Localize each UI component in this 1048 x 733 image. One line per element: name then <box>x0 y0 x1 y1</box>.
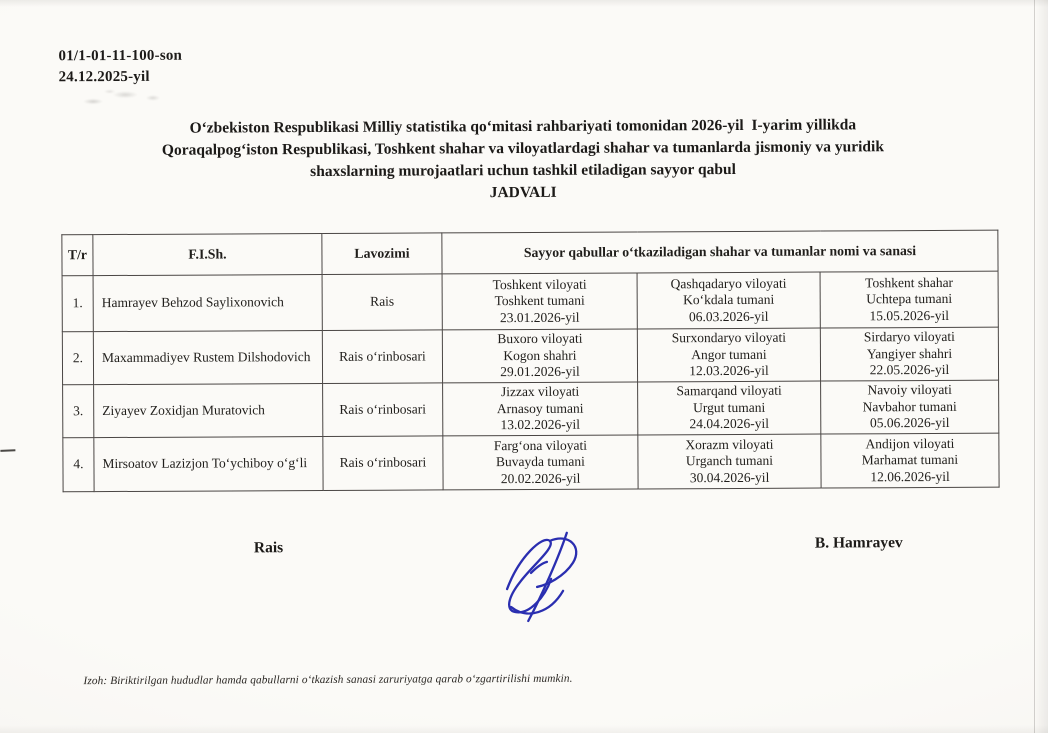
table-row <box>63 380 999 438</box>
document-title <box>57 114 989 207</box>
location-district: Arnasoy tumani <box>496 400 584 416</box>
location-district: Buvayda tumani <box>495 453 585 470</box>
location-date: 22.05.2026-yil <box>869 362 950 378</box>
location-date: 29.01.2026-yil <box>500 363 580 380</box>
table-header-row <box>62 230 998 276</box>
location-cell <box>638 381 821 435</box>
location-date: 12.06.2026-yil <box>870 468 950 485</box>
person-name: Mirsoatov Lazizjon To‘ychiboy o‘g‘li <box>94 436 323 491</box>
location-cell <box>821 380 999 434</box>
location-district: Ko‘kdala tumani <box>683 292 775 308</box>
location-district: Kogon shahri <box>503 347 577 363</box>
scan-artifact-margin-dash <box>0 449 15 452</box>
location-cell <box>443 435 638 490</box>
title-line-2: Qoraqalpog‘iston Respublikasi, Toshkent shahar va viloyatlardagi shahar va tumanlarda jismoniy va yuridik <box>161 138 885 159</box>
location-district: Uchtepa tumani <box>866 291 953 307</box>
title-line-1: O‘zbekiston Respublikasi Milliy statistika qo‘mitasi rahbariyati tomonidan 2026-yil I-yarim yillikda <box>189 116 857 137</box>
location-district: Urganch tumani <box>685 453 774 469</box>
document-reference <box>58 46 182 89</box>
person-name: Maxammadiyev Rustem Dilshodovich <box>93 330 322 384</box>
location-district: Urgut tumani <box>693 399 766 415</box>
location-district: Angor tumani <box>691 346 767 362</box>
document-number: 01/1-01-11-100-son <box>58 47 183 65</box>
location-region: Farg‘ona viloyati <box>493 437 587 453</box>
location-cell <box>442 273 637 330</box>
location-region: Xorazm viloyati <box>685 436 774 452</box>
header-position: Lavozimi <box>322 233 442 275</box>
location-cell <box>821 433 999 488</box>
schedule-table <box>61 230 999 493</box>
location-region: Toshkent shahar <box>865 274 954 291</box>
location-region: Toshkent viloyati <box>492 276 587 292</box>
location-date: 24.04.2026-yil <box>689 416 770 432</box>
table-row <box>62 327 998 385</box>
location-date: 13.02.2026-yil <box>500 416 581 433</box>
location-district: Yangiyer shahri <box>866 345 953 362</box>
footnote: Izoh: Biriktirilgan hududlar hamda qabullarni o‘tkazish sanasi zaruriyatga qarab o‘zgartirilishi mumkin. <box>83 672 573 688</box>
row-number: 3. <box>63 385 94 438</box>
title-line-3: shaxslarning murojaatlari uchun tashkil etiladigan sayyor qabul <box>310 160 736 181</box>
person-name: Ziyayev Zoxidjan Muratovich <box>94 383 323 437</box>
location-cell <box>638 434 821 489</box>
handwritten-signature <box>487 527 593 630</box>
row-number: 1. <box>62 276 93 332</box>
location-date: 20.02.2026-yil <box>500 470 581 486</box>
location-region: Jizzax viloyati <box>500 383 580 400</box>
location-date: 12.03.2026-yil <box>689 363 769 379</box>
person-name: Hamrayev Behzod Saylixonovich <box>93 274 322 331</box>
person-position: Rais <box>322 274 442 331</box>
location-region: Qashqadaryo viloyati <box>670 275 787 292</box>
row-number: 4. <box>63 438 94 492</box>
location-region: Sirdaryo viloyati <box>863 329 955 345</box>
location-date: 06.03.2026-yil <box>688 308 769 324</box>
location-region: Andijon viloyati <box>865 435 955 452</box>
chairman-title-label: Rais <box>253 539 284 557</box>
location-region: Samarqand viloyati <box>676 382 782 399</box>
location-date: 05.06.2026-yil <box>869 415 950 431</box>
header-locations: Sayyor qabullar o‘tkaziladigan shahar va tumanlar nomi va sanasi <box>442 230 998 274</box>
location-district: Navbahor tumani <box>862 398 957 415</box>
location-cell <box>443 382 638 436</box>
location-region: Navoiy viloyati <box>867 382 952 398</box>
header-name: F.I.Sh. <box>93 233 322 275</box>
location-district: Toshkent tumani <box>494 292 585 309</box>
location-cell <box>637 328 820 382</box>
location-region: Surxondaryo viloyati <box>671 329 787 346</box>
chairman-name: B. Hamrayev <box>814 534 903 552</box>
scan-artifact-smudge <box>75 86 167 108</box>
location-cell <box>442 329 637 383</box>
location-region: Buxoro viloyati <box>497 330 583 347</box>
table-row <box>62 271 998 332</box>
person-position: Rais o‘rinbosari <box>323 383 443 437</box>
location-date: 15.05.2026-yil <box>869 307 950 324</box>
location-cell <box>820 327 998 381</box>
title-line-4: JADVALI <box>489 183 557 202</box>
location-cell <box>637 272 820 329</box>
person-position: Rais o‘rinbosari <box>322 330 442 384</box>
row-number: 2. <box>62 332 93 385</box>
location-cell <box>820 271 998 328</box>
document-date: 24.12.2025-yil <box>58 68 150 86</box>
location-date: 30.04.2026-yil <box>689 469 770 485</box>
table-row <box>63 433 999 492</box>
location-date: 23.01.2026-yil <box>499 309 580 325</box>
header-tr: T/r <box>62 235 93 276</box>
location-district: Marhamat tumani <box>861 452 959 468</box>
person-position: Rais o‘rinbosari <box>323 436 443 491</box>
